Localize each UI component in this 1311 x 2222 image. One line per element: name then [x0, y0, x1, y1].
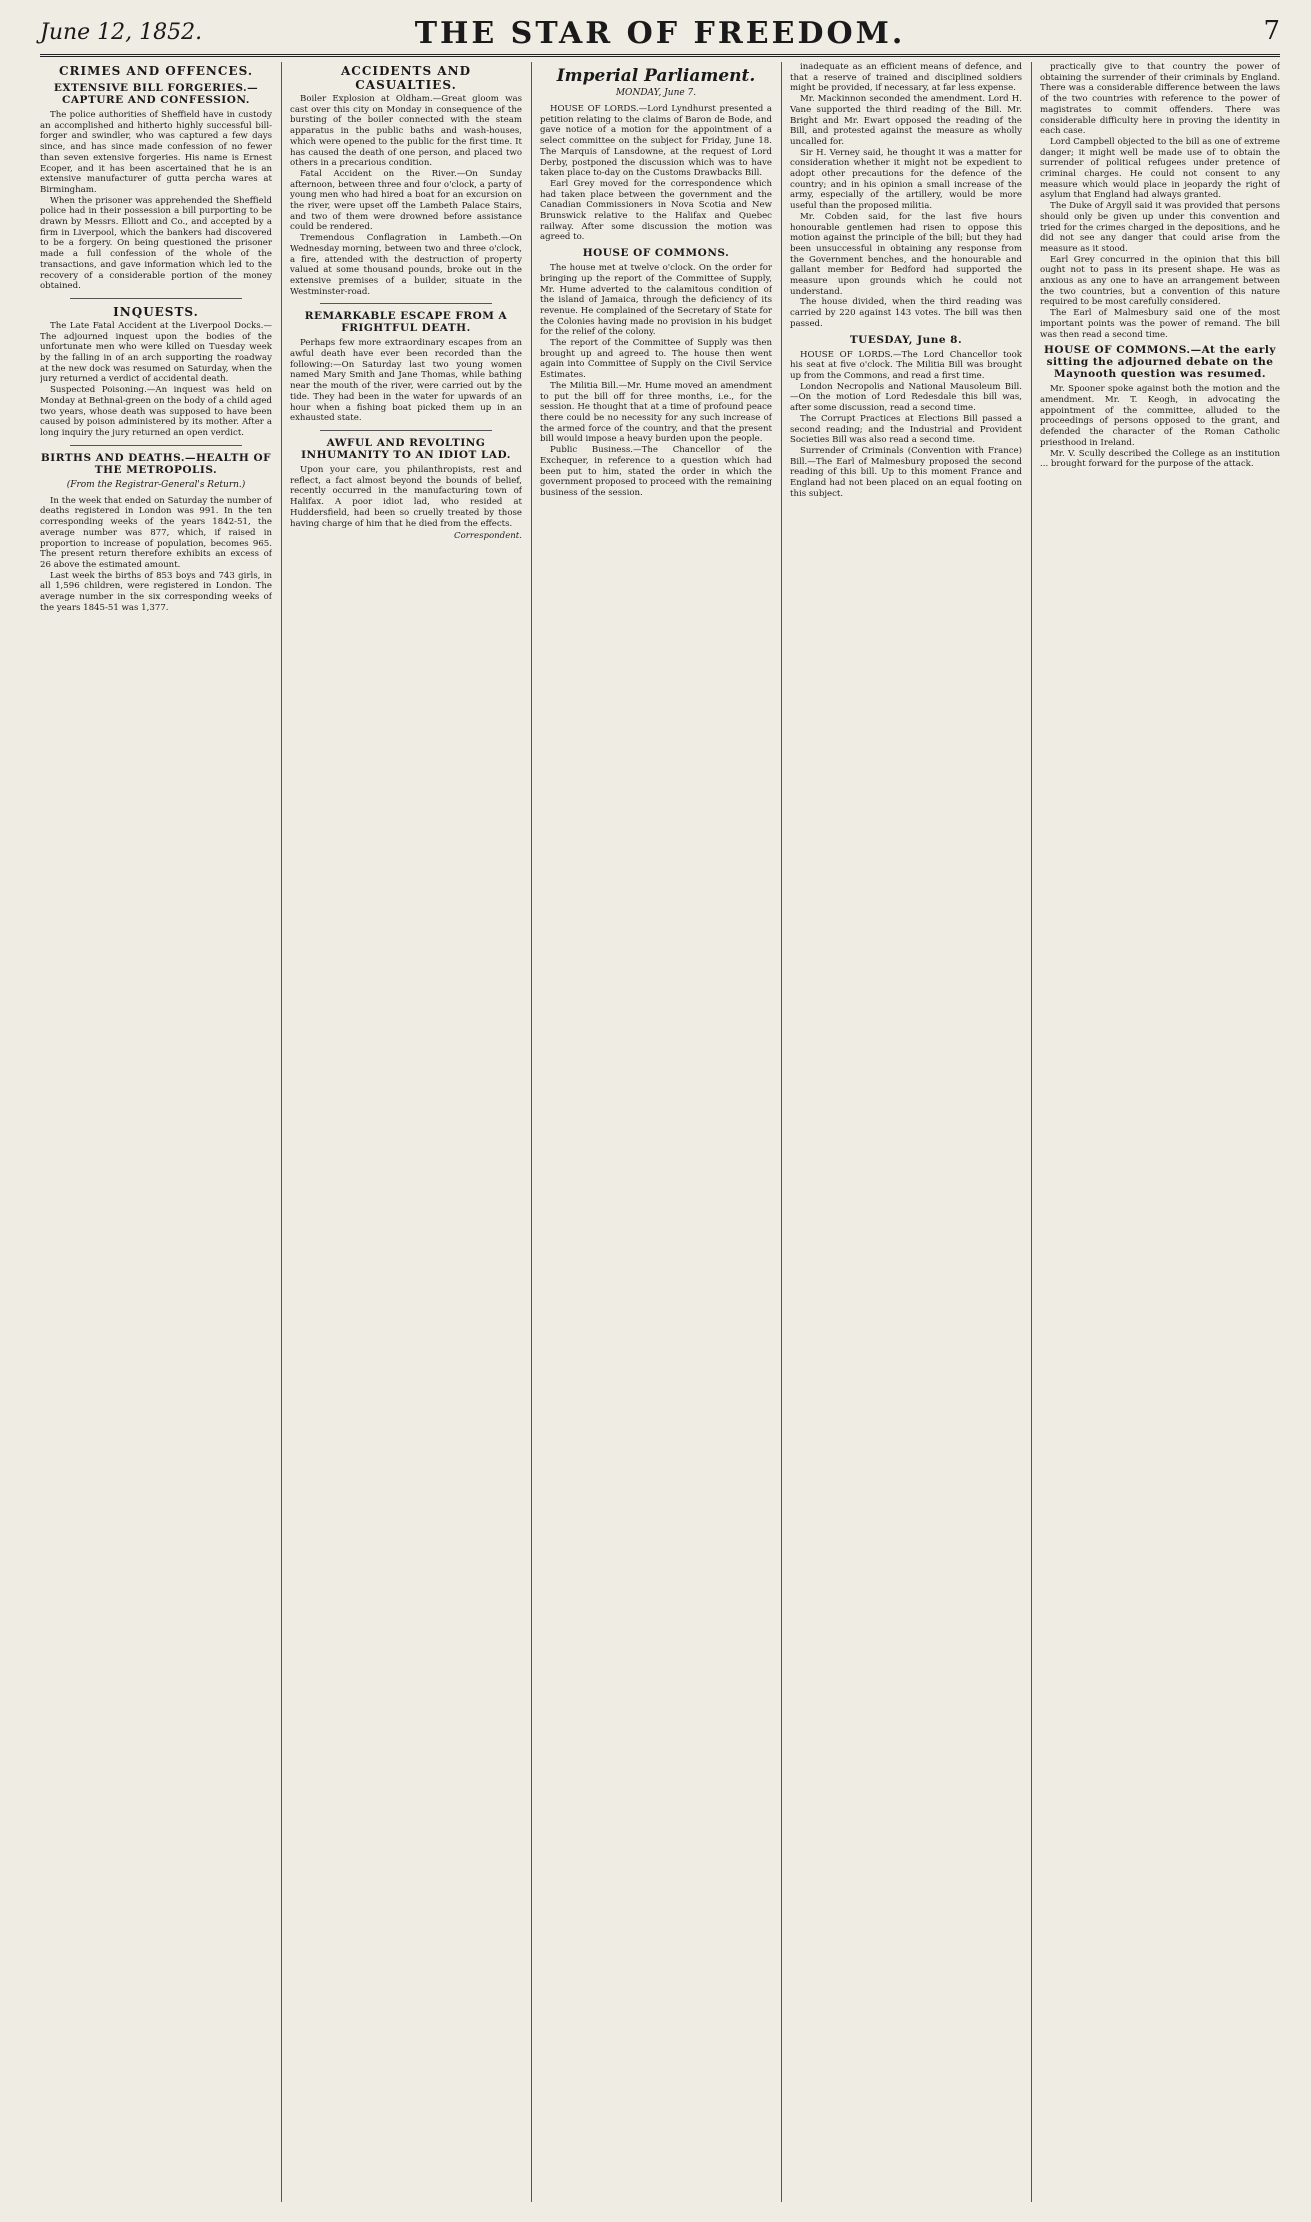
article-signature: Correspondent. — [454, 531, 522, 542]
article-paragraph: HOUSE OF LORDS.—Lord Lyndhurst presented a petition relating to the claims of Baron de Bode, and gave notice of a motion for the appointment of a select committee on the subject for Friday, June 18. The Marquis of Lansdowne, at the request of Lord Derby, postponed the discussion which was to have taken place to-day on the Customs Drawbacks Bill. — [540, 104, 772, 179]
article-paragraph: In the week that ended on Saturday the number of deaths registered in London was 991. In the ten corresponding weeks of the years 1842-51, the average number was 877, which, if raised in proportion to increase of population, becomes 965. The present return therefore exhibits an excess of 26 above the estimated amount. — [40, 495, 272, 570]
article-paragraph: Mr. Mackinnon seconded the amendment. Lord H. Vane supported the third reading of the Bill. Mr. Bright and Mr. Ewart opposed the reading of the Bill, and protested against the measure as wholly uncalled for. — [790, 94, 1022, 147]
column-rule — [1031, 62, 1032, 2202]
article-paragraph: The police authorities of Sheffield have in custody an accomplished and hitherto highly successful bill-forger and swindler, who was captured a few days since, and has since made confession of no fewer than seven extensive forgeries. His name is Ernest Ecoper, and it has been ascertained that he is an extensive manufacturer of gutta percha wares at Birmingham. — [40, 110, 272, 195]
subsection-heading-commons-tuesday: HOUSE OF COMMONS.—At the early sitting the adjourned debate on the Maynooth question was resumed. — [1044, 344, 1276, 381]
article-paragraph: The report of the Committee of Supply was then brought up and agreed to. The house then went again into Committee of Supply on the Civil Service Estimates. — [540, 338, 772, 381]
column-5 — [1040, 62, 1280, 2202]
session-date-tuesday: TUESDAY, June 8. — [849, 333, 963, 346]
article-paragraph: When the prisoner was apprehended the Sheffield police had in their possession a bill purporting to be drawn by Messrs. Elliott and Co., and accepted by a firm in Liverpool, which the bankers had discovered to be a forgery. On being questioned the prisoner made a full confession of the whole of the transactions, and gave information which led to the recovery of a considerable portion of the money obtained. — [40, 195, 272, 292]
article-paragraph: The Militia Bill.—Mr. Hume moved an amendment to put the bill off for three months, i.e., for the session. He thought that at a time of profound peace there could be no necessity for any such increase of the armed force of the country, and that the present bill would impose a heavy burden upon the people. — [540, 380, 772, 445]
article-paragraph: Last week the births of 853 boys and 743 girls, in all 1,596 children, were registered in London. The average number in the six corresponding weeks of the years 1845-51 was 1,377. — [40, 570, 272, 613]
article-paragraph: Earl Grey moved for the correspondence which had taken place between the government and the Canadian Commissioners in Nova Scotia and New Brunswick relative to the Halifax and Quebec railway. After some discussion the motion was agreed to. — [540, 178, 772, 243]
article-paragraph: Mr. Spooner spoke against both the motion and the amendment. Mr. T. Keogh, in advocating the appointment of the committee, alluded to the proceedings of persons opposed to the grant, and defended the character of the Roman Catholic priesthood in Ireland. — [1040, 384, 1280, 448]
article-paragraph: The house divided, when the third reading was carried by 220 against 143 votes. The bill was then passed. — [790, 297, 1022, 329]
article-paragraph: The Late Fatal Accident at the Liverpool Docks.—The adjourned inquest upon the bodies of the unfortunate men who were killed on Tuesday week by the falling in of an arch supporting the roadway at the new dock was resumed on Saturday, when the jury returned a verdict of accidental death. — [40, 320, 272, 385]
article-paragraph: Suspected Poisoning.—An inquest was held on Monday at Bethnal-green on the body of a child aged two years, whose death was supposed to have been caused by poison administered by its mother. After a long inquiry the jury returned an open verdict. — [40, 385, 272, 438]
section-heading-accidents: ACCIDENTS AND CASUALTIES. — [340, 64, 471, 92]
article-paragraph: The house met at twelve o'clock. On the order for bringing up the report of the Committee of Supply, Mr. Hume adverted to the calamitous condition of the island of Jamaica, through the deficiency of its revenue. He complained of the Secretary of State for the Colonies having made no provision in his budget for the relief of the colony. — [540, 263, 772, 338]
section-heading-crimes: CRIMES AND OFFENCES. — [59, 64, 253, 78]
article-source-note: (From the Registrar-General's Return.) — [66, 479, 246, 490]
column-3 — [540, 62, 772, 2202]
session-date: MONDAY, June 7. — [615, 88, 697, 98]
article-paragraph: Tremendous Conflagration in Lambeth.—On Wednesday morning, between two and three o'clock, a fire, attended with the destruction of property valued at some thousand pounds, broke out in the extensive premises of a builder, situate in the Westminster-road. — [290, 233, 522, 297]
article-heading-inhumanity: AWFUL AND REVOLTING INHUMANITY TO AN IDIOT LAD. — [301, 436, 511, 461]
article-paragraph: Sir H. Verney said, he thought it was a matter for consideration whether it might not be expedient to adopt other precautions for the defence of the country; and in his opinion a small increase of the army, especially of the artillery, would be more useful than the proposed militia. — [790, 147, 1022, 212]
issue-date: June 12, 1852. — [40, 20, 203, 45]
article-heading-escape: REMARKABLE ESCAPE FROM A FRIGHTFUL DEATH. — [304, 310, 508, 335]
article-paragraph: The Earl of Malmesbury said one of the most important points was the power of remand. The bill was then read a second time. — [1040, 308, 1280, 340]
article-paragraph: HOUSE OF LORDS.—The Lord Chancellor took his seat at five o'clock. The Militia Bill was brought up from the Commons, and read a first time. — [790, 349, 1022, 381]
column-rule — [281, 62, 282, 2202]
article-paragraph: London Necropolis and National Mausoleum Bill.—On the motion of Lord Redesdale this bill was, after some discussion, read a second time. — [790, 381, 1022, 414]
article-paragraph: Perhaps few more extraordinary escapes from an awful death have ever been recorded than the following:—On Saturday last two young women named Mary Smith and Jane Thomas, while bathing near the mouth of the river, were carried out by the tide. They had been in the water for upwards of an hour when a fishing boat picked them up in an exhausted state. — [290, 338, 522, 424]
article-paragraph: The Corrupt Practices at Elections Bill passed a second reading; and the Industrial and Provident Societies Bill was also read a second time. — [790, 413, 1022, 446]
page-number: 7 — [1263, 16, 1280, 46]
divider — [320, 430, 492, 431]
column-4 — [790, 62, 1022, 2202]
article-heading-forgeries: EXTENSIVE BILL FORGERIES.—CAPTURE AND CONFESSION. — [53, 82, 259, 106]
article-paragraph: Mr. V. Scully described the College as an institution ... brought forward for the purpose of the attack. — [1040, 448, 1280, 470]
subsection-heading-commons: HOUSE OF COMMONS. — [582, 247, 730, 260]
section-heading-inquests: INQUESTS. — [113, 304, 199, 319]
article-paragraph: Mr. Cobden said, for the last five hours honourable gentlemen had risen to oppose this motion against the principle of the bill; but they had been unsuccessful in obtaining any response from the Government benches, and the honourable and gallant member for Bedford had supported the measure upon grounds which he could not understand. — [790, 211, 1022, 297]
column-1 — [40, 62, 272, 2202]
newspaper-title: THE STAR OF FREEDOM. — [414, 16, 906, 51]
article-paragraph: inadequate as an efficient means of defence, and that a reserve of trained and disciplined soldiers might be provided, if necessary, at far less expense. — [790, 62, 1022, 94]
article-paragraph: Fatal Accident on the River.—On Sunday afternoon, between three and four o'clock, a party of young men who had hired a boat for an excursion on the river, were upset off the Lambeth Palace Stairs, and two of them were drowned before assistance could be rendered. — [290, 168, 522, 233]
column-2 — [290, 62, 522, 2202]
section-heading-parliament: Imperial Parliament. — [556, 66, 756, 86]
divider — [70, 445, 242, 446]
article-paragraph: Upon your care, you philanthropists, rest and reflect, a fact almost beyond the bounds of belief, recently occurred in the manufacturing town of Halifax. A poor idiot lad, who resided at Huddersfield, had been so cruelly treated by those having charge of him that he died from the effects. — [290, 464, 522, 529]
masthead — [40, 14, 1280, 57]
article-paragraph: practically give to that country the power of obtaining the surrender of their criminals by England. There was a considerable difference between the laws of the two countries with reference to the power of magistrates to commit offenders. There was considerable difficulty here in proving the identity in each case. — [1040, 62, 1280, 137]
column-rule — [531, 62, 532, 2202]
article-paragraph: Surrender of Criminals (Convention with France) Bill.—The Earl of Malmesbury proposed the second reading of this bill. Up to this moment France and England had not been placed on an equal footing on this subject. — [790, 445, 1022, 499]
divider — [70, 298, 242, 299]
article-paragraph: Boiler Explosion at Oldham.—Great gloom was cast over this city on Monday in consequence of the bursting of the boiler connected with the steam apparatus in the public baths and wash-houses, which were opened to the public for the first time. It has caused the death of one person, and placed two others in a precarious condition. — [290, 94, 522, 169]
divider — [320, 303, 492, 304]
article-paragraph: The Duke of Argyll said it was provided that persons should only be given up under this convention and tried for the crimes charged in the depositions, and he did not see any danger that could arise from the measure as it stood. — [1040, 201, 1280, 254]
column-rule — [781, 62, 782, 2202]
article-paragraph: Public Business.—The Chancellor of the Exchequer, in reference to a question which had been put to him, stated the order in which the government proposed to proceed with the remaining business of the session. — [540, 445, 772, 498]
article-paragraph: Earl Grey concurred in the opinion that this bill ought not to pass in its present shape. He was as anxious as any one to have an arrangement between the two countries, but a convention of this nature required to be most carefully considered. — [1040, 254, 1280, 308]
article-paragraph: Lord Campbell objected to the bill as one of extreme danger; it might well be made use of to obtain the surrender of political refugees under pretence of criminal charges. He could not consent to any measure which would place in jeopardy the right of asylum that England had always granted. — [1040, 136, 1280, 201]
article-heading-births-deaths: BIRTHS AND DEATHS.—HEALTH OF THE METROPOLIS. — [40, 451, 272, 476]
